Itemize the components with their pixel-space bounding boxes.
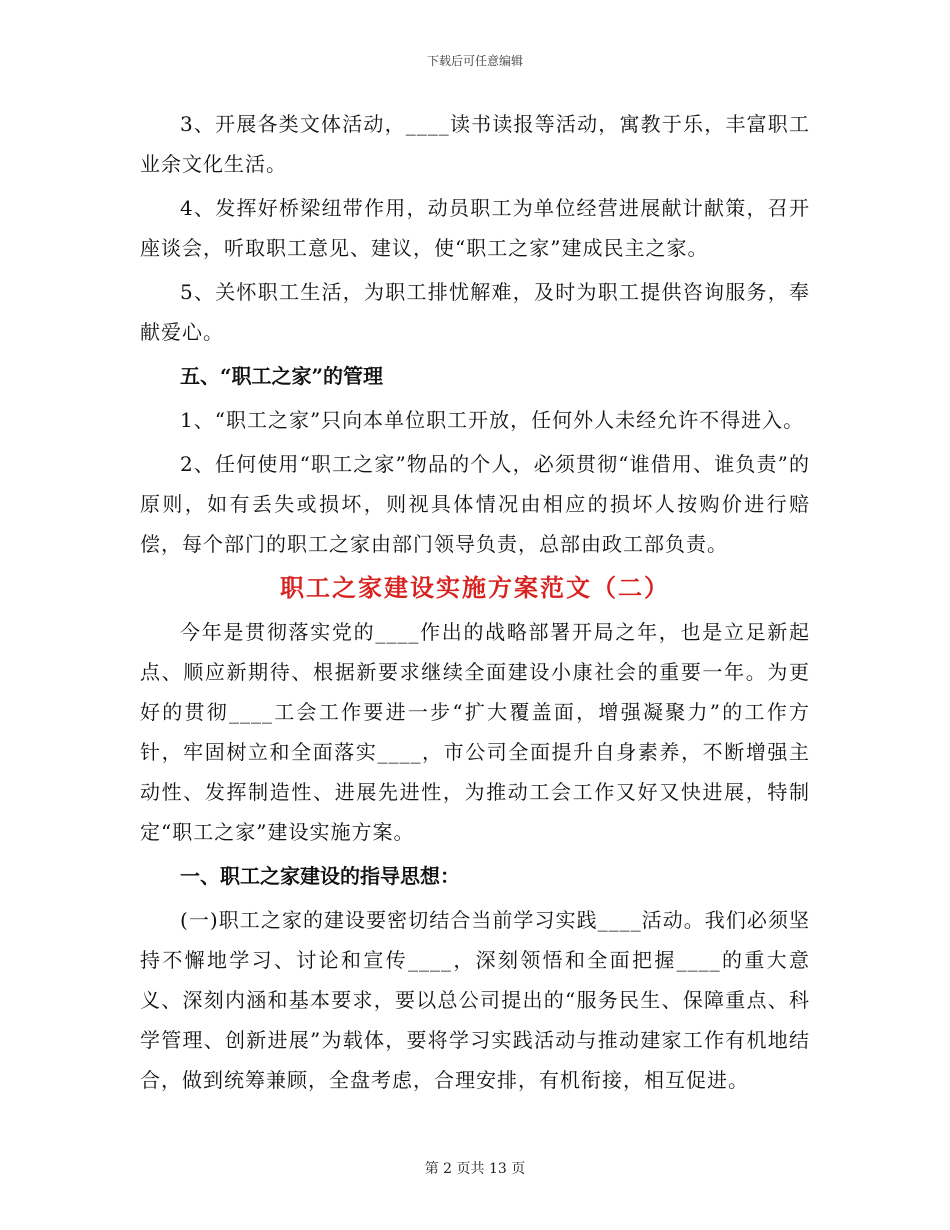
paragraph-intro: 今年是贯彻落实党的____作出的战略部署开局之年，也是立足新起点、顺应新期待、根据新要求继续全面建设小康社会的重要一年。为更好的贯彻____工会工作要进一步“扩大覆盖面，增强凝聚力”的工作方针，牢固树立和全面落实____，市公司全面提升自身素养，不断增强主动性、发挥制造性、进展先进性，为推动工会工作又好又快进展，特制定“职工之家”建设实施方案。 <box>140 620 810 844</box>
document-title: 职工之家建设实施方案范文（二） <box>280 573 670 602</box>
paragraph-item-4: 4、发挥好桥梁纽带作用，动员职工为单位经营进展献计献策，召开座谈会，听取职工意见、建议，使“职工之家”建成民主之家。 <box>140 196 810 260</box>
paragraph-management-1: 1、“职工之家”只向本单位职工开放，任何外人未经允许不得进入。 <box>180 408 805 432</box>
page-footer: 第 2 页共 13 页 <box>424 1161 526 1177</box>
paragraph-item-3: 3、开展各类文体活动，____读书读报等活动，寓教于乐，丰富职工业余文化生活。 <box>140 112 810 176</box>
paragraph-management-2: 2、任何使用“职工之家”物品的个人，必须贯彻“谁借用、谁负责”的原则，如有丢失或损坏，则视具体情况由相应的损坏人按购价进行赔偿，每个部门的职工之家由部门领导负责，总部由政工部负责。 <box>140 452 810 556</box>
page-header: 下载后可任意编辑 <box>426 54 523 68</box>
paragraph-guiding-1: (一)职工之家的建设要密切结合当前学习实践____活动。我们必须坚持不懈地学习、讨论和宣传____，深刻领悟和全面把握____的重大意义、深刻内涵和基本要求，要以总公司提出的“服务民生、保障重点、科学管理、创新进展”为载体，要将学习实践活动与推动建家工作有机地结合，做到统筹兼顾，全盘考虑，合理安排，有机衔接，相互促进。 <box>140 908 810 1092</box>
document-body <box>140 104 810 1104</box>
section-heading-management: 五、“职工之家”的管理 <box>180 364 384 388</box>
paragraph-item-5: 5、关怀职工生活，为职工排忧解难，及时为职工提供咨询服务，奉献爱心。 <box>140 280 810 344</box>
section-heading-guiding: 一、职工之家建设的指导思想： <box>180 864 460 888</box>
